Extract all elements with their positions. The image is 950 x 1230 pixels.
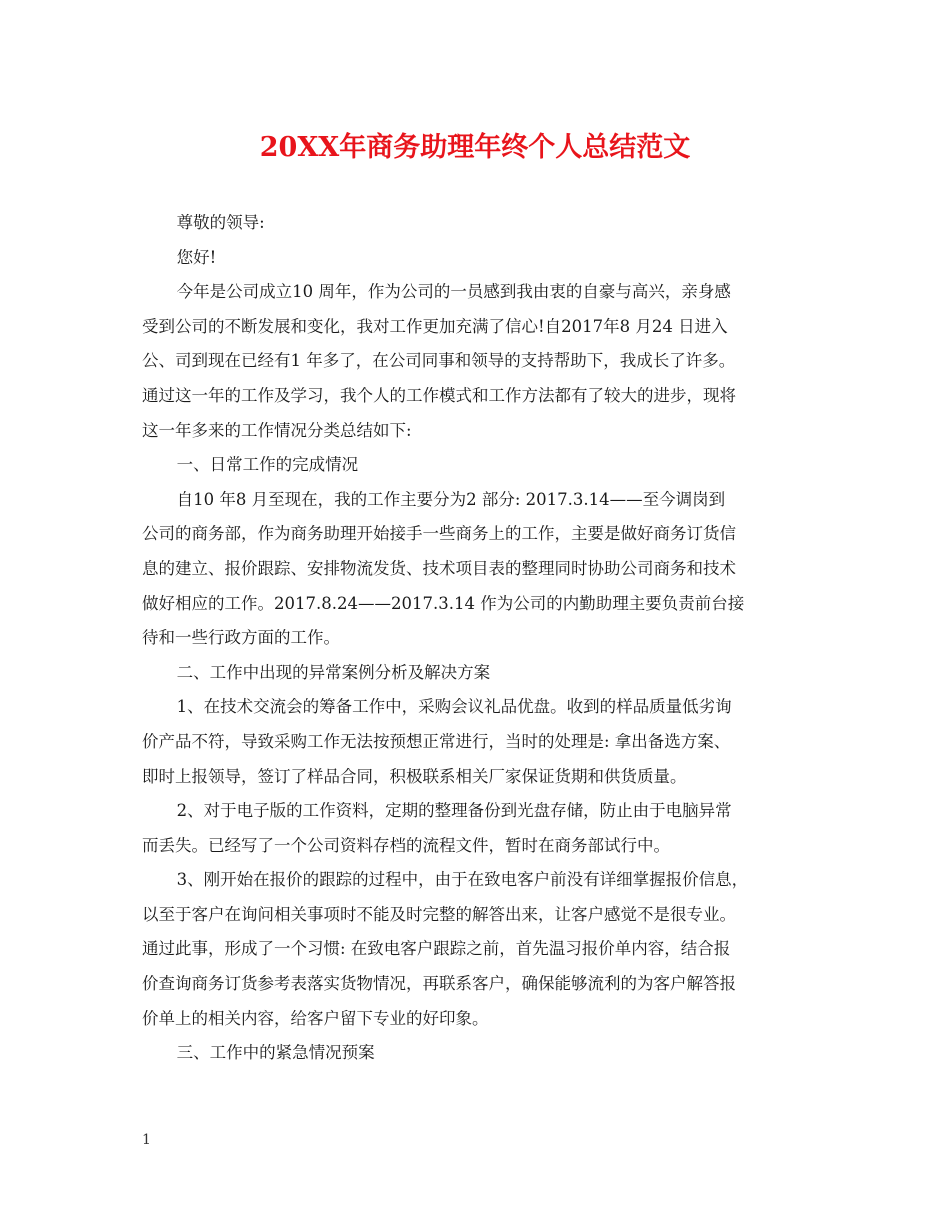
section-1-paragraph: 自10 年8 月至现在，我的工作主要分为2 部分: 2017.3.14——至今调岗到 公司的商务部，作为商务助理开始接手一些商务上的工作，主要是做好商务订货信 息的建立、报价跟踪、安排物流发货、技术项目表的整理同时协助公司商务和技术 做好相应的工作。2017.8.24——2017.3.14 作为公司的内勤助理主要负责前台接 待和一些行政方面的工作。 (142, 489, 745, 648)
section-heading-3: 三、工作中的紧急情况预案 (176, 1043, 375, 1063)
salutation: 尊敬的领导: (176, 213, 265, 232)
intro-paragraph: 今年是公司成立10 周年，作为公司的一员感到我由衷的自豪与高兴，亲身感 受到公司的不断发展和变化，我对工作更加充满了信心!自2017年8 月24 日进入 公、司到现在已经有1 年多了，在公司同事和领导的支持帮助下，我成长了许多。 通过这一年的工作及学习，我个人的工作模式和工作方法都有了较大的进步，现将 这一年多来的工作情况分类总结如下: (142, 282, 736, 440)
section-heading-1: 一、日常工作的完成情况 (176, 455, 359, 475)
document-title: 20XX年商务助理年终个人总结范文 (259, 132, 691, 163)
section-heading-2: 二、工作中出现的异常案例分析及解决方案 (176, 662, 491, 682)
document-body (142, 206, 812, 1071)
greeting: 您好! (176, 247, 217, 267)
case-2-paragraph: 2、对于电子版的工作资料，定期的整理备份到光盘存储，防止由于电脑异常 而丢失。已经写了一个公司资料存档的流程文件，暂时在商务部试行中。 (142, 801, 732, 855)
page-number: 1 (142, 1132, 151, 1148)
case-3-paragraph: 3、刚开始在报价的跟踪的过程中，由于在致电客户前没有详细掌握报价信息， 以至于客户在询问相关事项时不能及时完整的解答出来，让客户感觉不是很专业。 通过此事，形成了一个习惯: 在致电客户跟踪之前，首先温习报价单内容，结合报 价查询商务订货参考表落实货物情况，再联系客户，确保能够流利的为客户解答报 价单上的相关内容，给客户留下专业的好印象。 (142, 870, 749, 1028)
case-1-paragraph: 1、在技术交流会的筹备工作中，采购会议礼品优盘。收到的样品质量低劣询 价产品不符，导致采购工作无法按预想正常进行，当时的处理是: 拿出备选方案、 即时上报领导，签订了样品合同，积极联系相关厂家保证货期和供货质量。 (142, 697, 732, 786)
